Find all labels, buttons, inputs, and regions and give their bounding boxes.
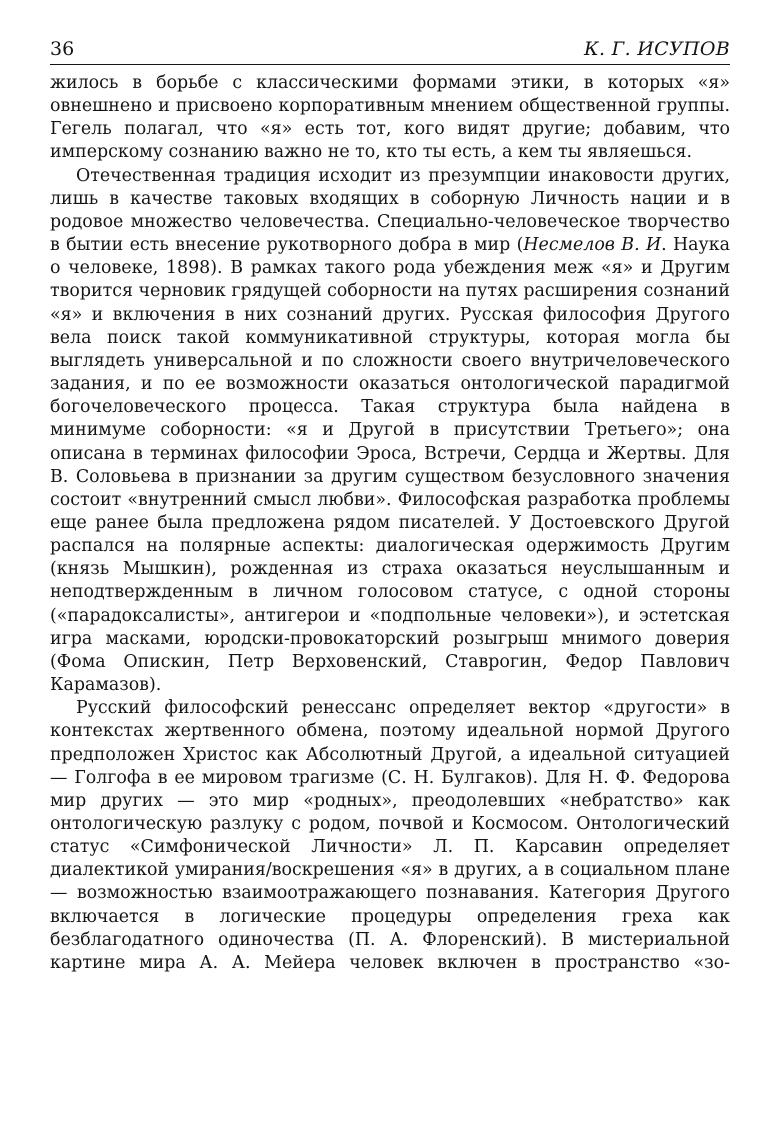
paragraph-2-text-after: . Наука о человеке, 1898). В рамках такого рода убеждения меж «я» и Другим творится черновик грядущей соборности на путях расширения сознаний «я» и включения в них сознаний других. Русская философия Другого вела поиск такой коммуникативной структуры, которая могла бы выглядеть универсальной и по сложности своего внутричеловеческого задания, и по ее возможности оказаться онтологической парадигмой богочеловеческого процесса. Такая структура была найдена в минимуме соборности: «я и Другой в присутствии Третьего»; она описана в терминах философии Эроса, Встречи, Сердца и Жертвы. Для В. Соловьева в признании за другим существом безусловного значения состоит «внутренний смысл любви». Философская разработка проблемы еще ранее была предложена рядом писателей. У Достоевского Другой распался на полярные аспекты: диалогическая одержимость Другим (князь Мышкин), рожденная из страха оказаться неуслышанным и неподтвержденным в личном голосовом статусе, с одной стороны («парадоксалисты», антигерои и «подпольные человеки»), и эстетская игра масками, юродски-провокаторский розыгрыш мнимого доверия (Фома Опискин, Петр Верховенский, Ставрогин, Федор Павлович Карамазов). xyxy=(50,235,730,696)
book-page xyxy=(50,34,730,975)
citation-author: Несмелов В. И xyxy=(523,235,662,256)
running-head-author: К. Г. ИСУПОВ xyxy=(584,38,730,60)
paragraph-1: жилось в борьбе с классическими формами этики, в которых «я» овнешнено и присвоено корпоративным мнением общественной группы. Гегель полагал, что «я» есть тот, кого видят другие; добавим, что имперскому сознанию важно не то, кто ты есть, а кем ты являешься. xyxy=(50,73,730,163)
paragraph-2 xyxy=(50,165,730,698)
running-head xyxy=(50,34,730,65)
body-text xyxy=(50,72,730,975)
page-number: 36 xyxy=(50,38,75,60)
paragraph-3: Русский философский ренессанс определяет вектор «другости» в контекстах жертвенного обмена, поэтому идеальной нормой Другого предположен Христос как Абсолютный Другой, а идеальной ситуацией — Голгофа в ее мировом трагизме (С. Н. Булгаков). Для Н. Ф. Федорова мир других — это мир «родных», преодолевших «небратство» как онтологическую разлуку с родом, почвой и Космосом. Онтологический статус «Симфонической Личности» Л. П. Карсавин определяет диалектикой умирания/воскрешения «я» в других, а в социальном плане — возможностью взаимоотражающего познавания. Категория Другого включается в логические процедуры определения греха как безблагодатного одиночества (П. А. Флоренский). В мистериальной картине мира А. А. Мейера человек включен в пространство «зо- xyxy=(50,698,730,973)
paragraph-2-text-before: Отечественная традиция исходит из презумпции инаковости других, лишь в качестве таковых входящих в соборную Личность нации и в родовое множество человечества. Специально-человеческое творчество в бытии есть внесение рукотворного добра в мир ( xyxy=(50,165,730,256)
